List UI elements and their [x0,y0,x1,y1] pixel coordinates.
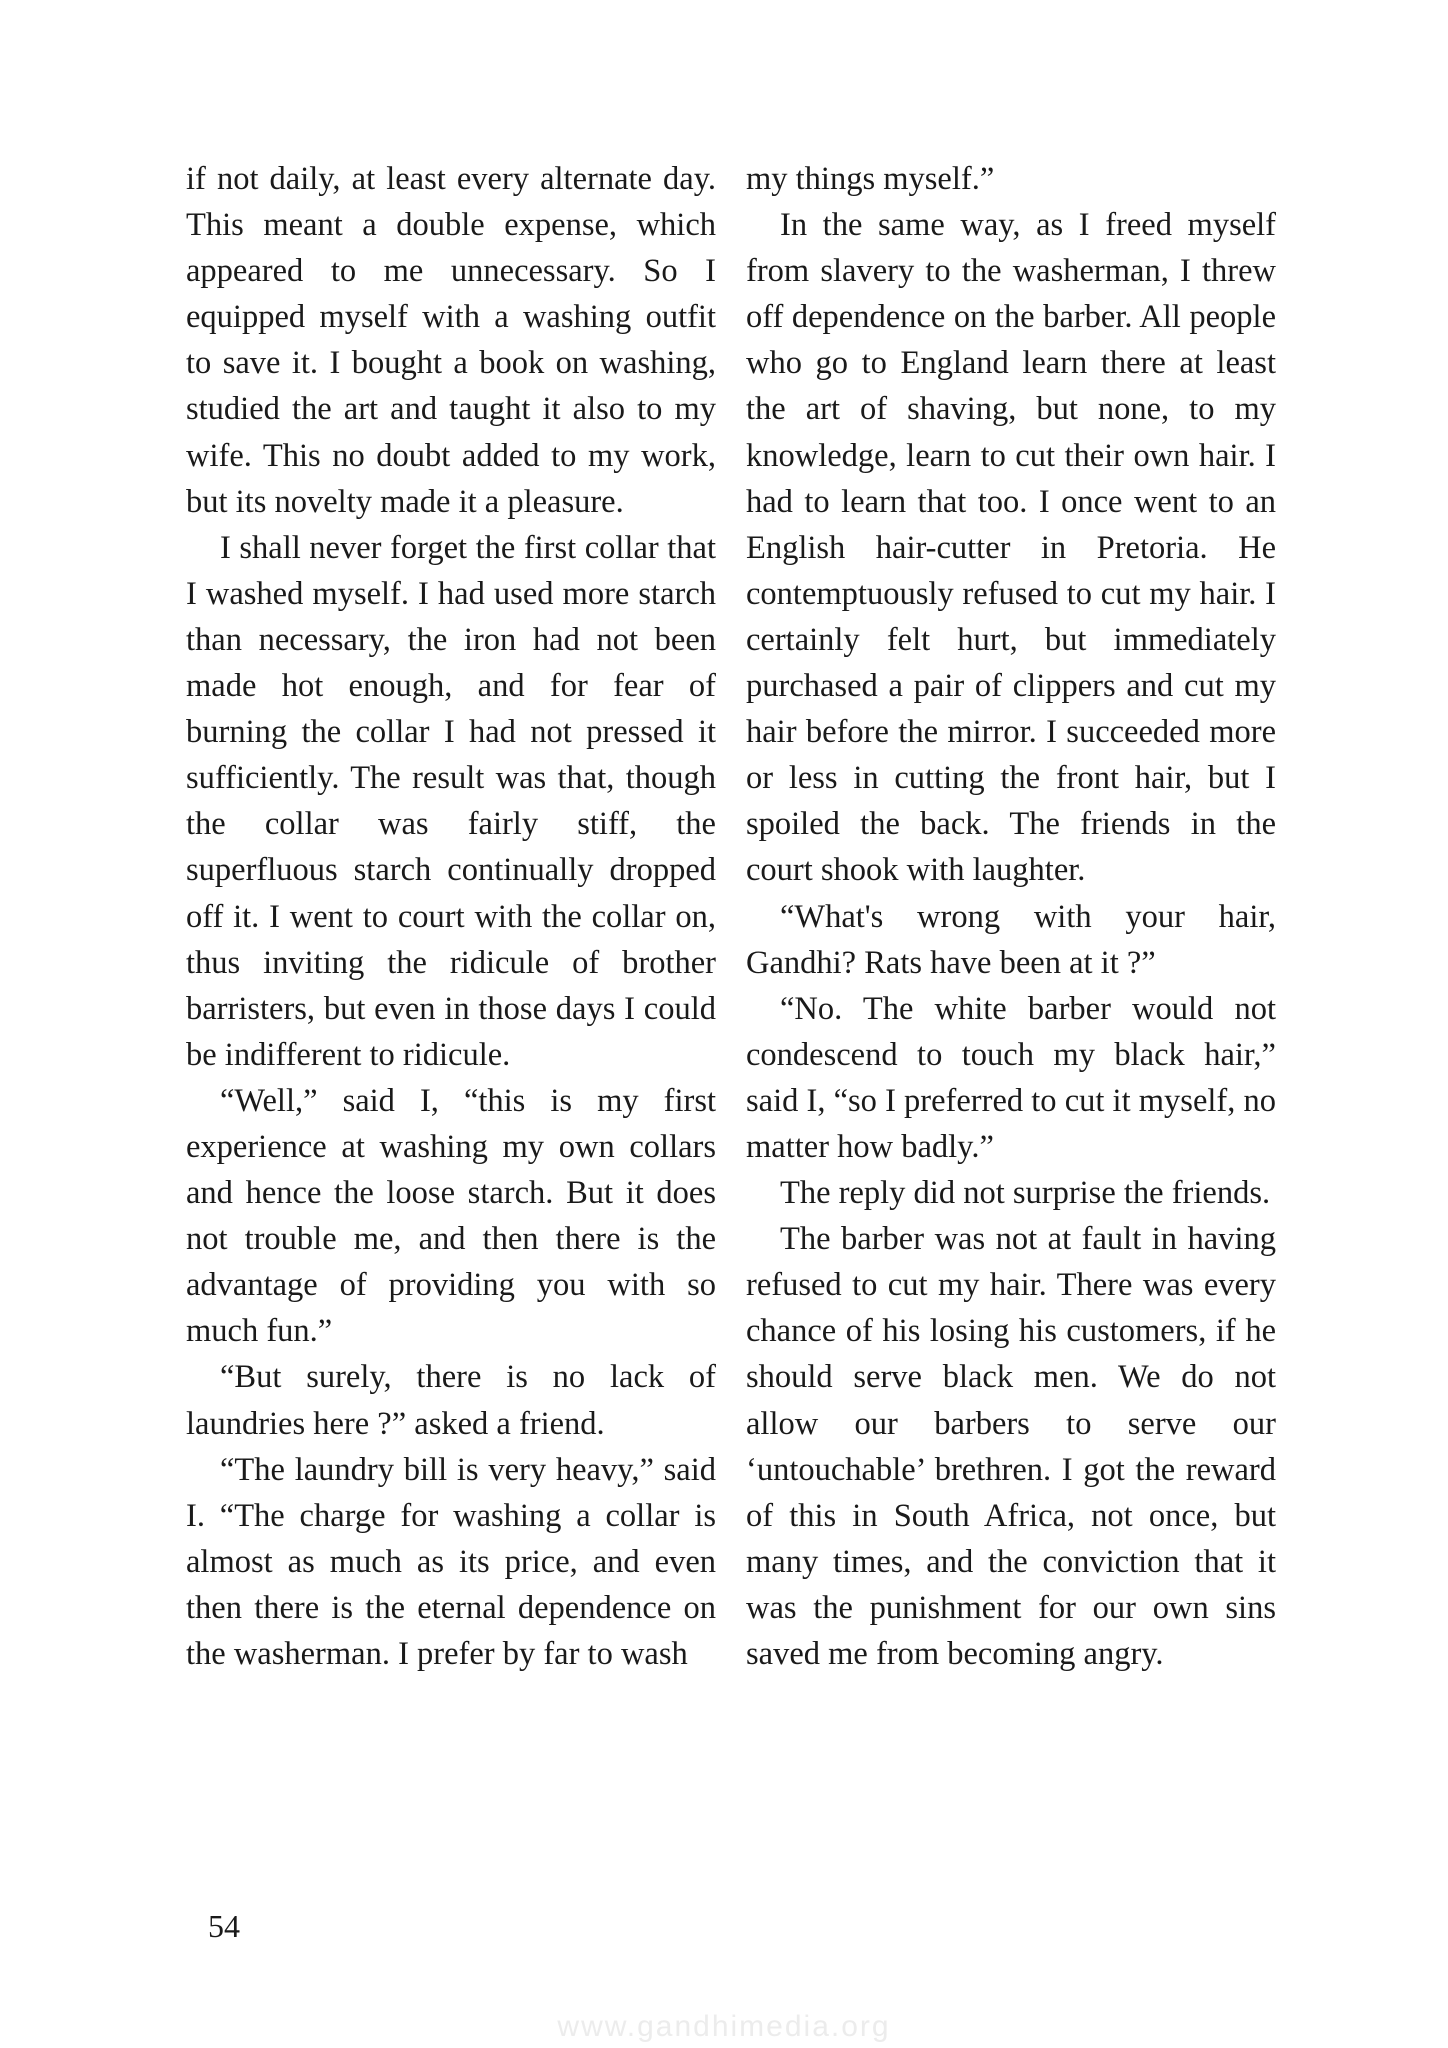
paragraph-barber: In the same way, as I freed myself from slavery to the washerman, I threw off dependence on the barber. All people who go to England learn there at least the art of shaving, but none, to my knowledge, learn to cut their own hair. I had to learn that too. I once went to an English hair-cutter in Pretoria. He contemptuously refused to cut my hair. I certainly felt hurt, but immediately purchased a pair of clippers and cut my hair before the mirror. I succeeded more or less in cutting the front hair, but I spoiled the back. The friends in the court shook with laughter. [746,207,1276,889]
paragraph-continued: if not daily, at least every alternate day. This meant a double expense, which appeared to me unnecessary. So I equipped myself with a washing outfit to save it. I bought a book on washing, studied the art and taught it also to my wife. This no doubt added to my work, but its novelty made it a pleasure. [186,161,716,520]
paragraph-well-said-i: “Well,” said I, “this is my first experience at washing my own collars and hence the loose starch. But it does not trouble me, and then there is the advantage of providing you with so much fun.” [186,1082,716,1350]
paragraph-reply: The reply did not surprise the friends. [780,1175,1271,1212]
page-number: 54 [208,1908,240,1944]
paragraph-whats-wrong: “What's wrong with your hair, Gandhi? Rats have been at it ?” [746,898,1276,981]
paragraph-no-white-barber: “No. The white barber would not condescend to touch my black hair,” said I, “so I preferred to cut it myself, no matter how badly.” [746,990,1276,1165]
right-column [746,156,1276,1677]
paragraph-not-at-fault: The barber was not at fault in having refused to cut my hair. There was every chance of his losing his customers, if he should serve black men. We do not allow our barbers to serve our ‘untouchable’ brethren. I got the reward of this in South Africa, not once, but many times, and the conviction that it was the punishment for our own sins saved me from becoming angry. [746,1221,1276,1672]
paragraph-asked-a-friend: “But surely, there is no lack of laundries here ?” asked a friend. [186,1359,716,1442]
paragraph-my-things-myself: my things myself.” [746,161,995,197]
paragraph-laundry-bill: “The laundry bill is very heavy,” said I. “The charge for washing a collar is almost as much as its price, and even then there is the eternal dependence on the washerman. I prefer by far to wash [186,1451,716,1672]
watermark-text: www.gandhimedia.org [557,2010,891,2043]
left-column [186,156,716,1677]
paragraph-first-collar: I shall never forget the first collar that I washed myself. I had used more starch than necessary, the iron had not been made hot enough, and for fear of burning the collar I had not pressed it sufficiently. The result was that, though the collar was fairly stiff, the superfluous starch continually dropped off it. I went to court with the collar on, thus inviting the ridicule of brother barristers, but even in those days I could be indifferent to ridicule. [186,529,716,1073]
